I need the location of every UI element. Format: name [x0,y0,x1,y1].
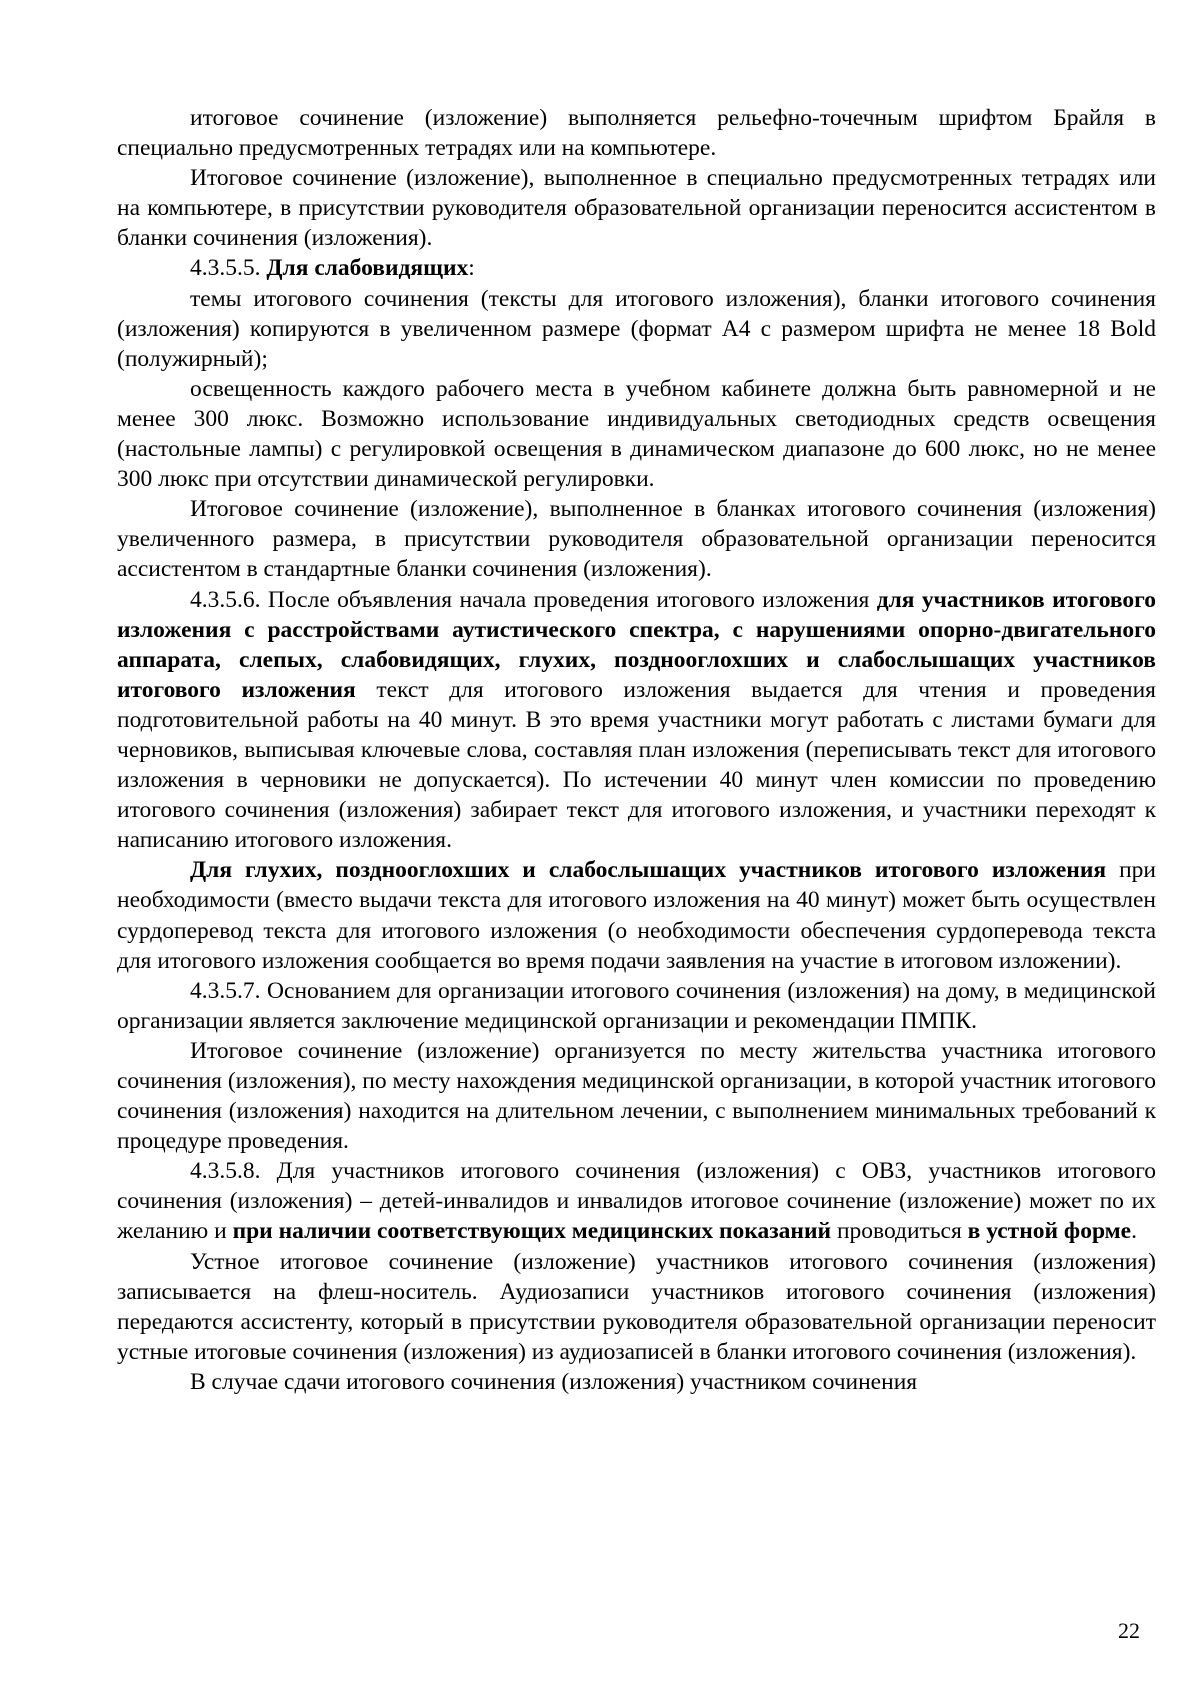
bold-text-run: для участников итогового изложения с расстройствами аутистического спектра, с нарушениями опорно-двигательного аппарата, слепых, слабовидящих, глухих, позднооглохших и слабослышащих участников итогового изложения [117,586,1156,703]
text-run: Итоговое сочинение (изложение), выполненное в бланках итогового сочинения (изложения) увеличенного размера, в присутствии руководителя образовательной организации переносится ассистентом в стандартные бланки сочинения (изложения). [117,496,1156,583]
paragraph [117,1156,1156,1246]
bold-text-run: в устной форме [967,1218,1132,1245]
text-run: 4.3.5.6. После объявления начала проведения итогового изложения [190,586,877,613]
text-run: : [468,255,475,282]
text-run: 4.3.5.5. [190,255,267,282]
paragraph [117,1367,1156,1397]
paragraph [117,1036,1156,1156]
text-run: 4.3.5.8. Для участников итогового сочинения (изложения) с ОВЗ, участников итогового сочинения (изложения) – детей-инвалидов и инвалидов итоговое сочинение (изложение) может по их желанию и [117,1158,1156,1245]
paragraph [117,374,1156,494]
text-run: В случае сдачи итогового сочинения (изложения) участником сочинения [190,1368,918,1395]
text-run: освещенность каждого рабочего места в учебном кабинете должна быть равномерной и не менее 300 люкс. Возможно использование индивидуальных светодиодных средств освещения (настольные лампы) с регулировкой освещения в динамическом диапазоне до 600 люкс, но не менее 300 люкс при отсутствии динамической регулировки. [117,375,1156,493]
bold-text-run: Для глухих, позднооглохших и слабослышащих участников итогового изложения [190,857,1107,884]
paragraph [117,494,1156,584]
paragraph [117,855,1156,975]
bold-text-run: при наличии соответствующих медицинских показаний [232,1218,832,1245]
text-run: Итоговое сочинение (изложение), выполненное в специально предусмотренных тетрадях или на компьютере, в присутствии руководителя образовательной организации переносится ассистентом в бланки сочинения (изложения). [117,165,1156,252]
text-run: темы итогового сочинения (тексты для итогового изложения), бланки итогового сочинения (изложения) копируются в увеличенном размере (формат А4 с размером шрифта не менее 18 Bold (полужирный); [117,285,1156,372]
text-run: Устное итоговое сочинение (изложение) участников итогового сочинения (изложения) записывается на флеш-носитель. Аудиозаписи участников итогового сочинения (изложения) передаются ассистенту, который в присутствии руководителя образовательной организации переносит устные итоговые сочинения (изложения) из аудиозаписей в бланки итогового сочинения (изложения). [117,1248,1156,1365]
paragraph [117,585,1156,856]
text-run: при необходимости (вместо выдачи текста для итогового изложения на 40 минут) может быть осуществлен сурдоперевод текста для итогового изложения (о необходимости обеспечения сурдоперевода текста для итогового изложения сообщается во время подачи заявления на участие в итоговом изложении). [117,857,1156,974]
text-run: Итоговое сочинение (изложение) организуется по месту жительства участника итогового сочинения (изложения), по месту нахождения медицинской организации, в которой участник итогового сочинения (изложения) находится на длительном лечении, с выполнением минимальных требований к процедуре проведения. [117,1037,1156,1155]
text-run: итоговое сочинение (изложение) выполняется рельефно-точечным шрифтом Брайля в специально предусмотренных тетрадях или на компьютере. [117,105,1156,162]
text-run: проводиться [831,1218,968,1245]
text-run: текст для итогового изложения выдается для чтения и проведения подготовительной работы на 40 минут. В это время участники могут работать с листами бумаги для черновиков, выписывая ключевые слова, составляя план изложения (переписывать текст для итогового изложения в черновики не допускается). По истечении 40 минут член комиссии по проведению итогового сочинения (изложения) забирает текст для итогового изложения, и участники переходят к написанию итогового изложения. [117,676,1156,854]
page-number: 22 [1118,1618,1140,1643]
paragraph [117,1247,1156,1367]
text-run: . [1131,1218,1137,1245]
bold-text-run: Для слабовидящих [266,255,469,282]
paragraph [117,253,1156,283]
paragraph [117,976,1156,1036]
paragraph [117,163,1156,253]
paragraph [117,284,1156,374]
document-body-text [117,103,1156,1397]
paragraph [117,103,1156,163]
text-run: 4.3.5.7. Основанием для организации итогового сочинения (изложения) на дому, в медицинской организации является заключение медицинской организации и рекомендации ПМПК. [117,977,1156,1034]
